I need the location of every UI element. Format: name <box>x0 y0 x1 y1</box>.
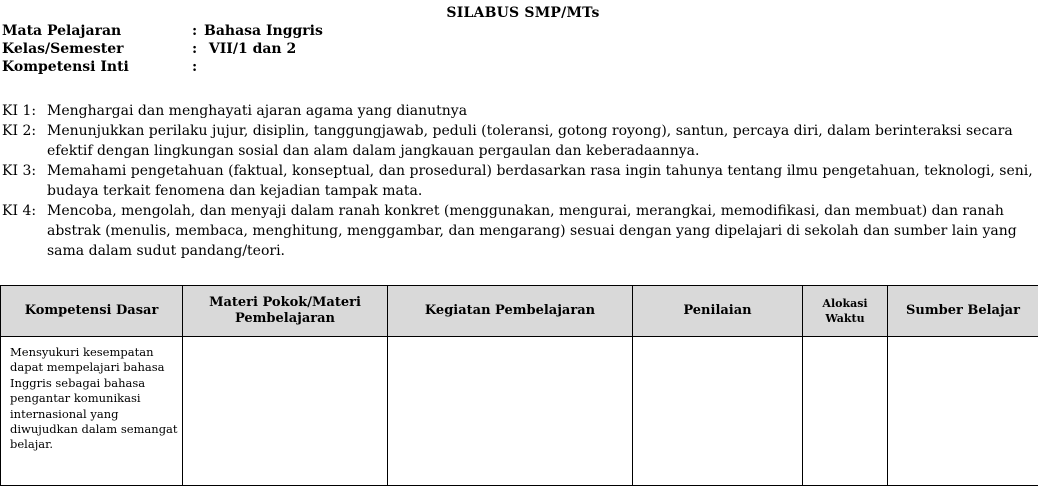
meta-label: Mata Pelajaran <box>2 22 192 40</box>
ki-number: KI 1: <box>2 101 47 121</box>
table-row <box>1 337 1038 486</box>
header-kompetensi-dasar: Kompetensi Dasar <box>1 286 183 337</box>
ki-list <box>2 101 1036 261</box>
header-penilaian: Penilaian <box>633 286 803 337</box>
ki-item <box>2 121 1036 161</box>
ki-number: KI 4: <box>2 201 47 261</box>
ki-item <box>2 101 1036 121</box>
meta-colon: : <box>192 40 204 58</box>
ki-item <box>2 161 1036 201</box>
meta-row-ki <box>2 58 323 76</box>
meta-label: Kelas/Semester <box>2 40 192 58</box>
meta-block <box>2 22 323 76</box>
table-cell <box>633 337 803 486</box>
header-alokasi-waktu: Alokasi Waktu <box>803 286 888 337</box>
meta-value: VII/1 dan 2 <box>204 40 296 58</box>
table-cell <box>803 337 888 486</box>
meta-label: Kompetensi Inti <box>2 58 192 76</box>
table-header-row <box>1 286 1038 337</box>
header-kegiatan-pembelajaran: Kegiatan Pembelajaran <box>388 286 633 337</box>
ki-number: KI 3: <box>2 161 47 201</box>
header-sumber-belajar: Sumber Belajar <box>888 286 1038 337</box>
ki-number: KI 2: <box>2 121 47 161</box>
table-cell <box>183 337 388 486</box>
silabus-table <box>0 285 1038 486</box>
ki-text: Menunjukkan perilaku jujur, disiplin, tanggungjawab, peduli (toleransi, gotong royong), santun, percaya diri, dalam berinteraksi secara efektif dengan lingkungan sosial dan alam dalam jangkauan pergaulan dan keberadaannya. <box>47 121 1036 161</box>
document-title: SILABUS SMP/MTs <box>0 5 1038 21</box>
table-cell <box>388 337 633 486</box>
header-materi-pokok: Materi Pokok/Materi Pembelajaran <box>183 286 388 337</box>
table-cell: Mensyukuri kesempatan dapat mempelajari bahasa Inggris sebagai bahasa pengantar komunikasi internasional yang diwujudkan dalam semangat belajar. <box>1 337 183 486</box>
table-cell <box>888 337 1038 486</box>
meta-row-class <box>2 40 323 58</box>
meta-colon: : <box>192 58 204 76</box>
meta-colon: : <box>192 22 204 40</box>
ki-item <box>2 201 1036 261</box>
meta-row-subject <box>2 22 323 40</box>
ki-text: Mencoba, mengolah, dan menyaji dalam ranah konkret (menggunakan, mengurai, merangkai, memodifikasi, dan membuat) dan ranah abstrak (menulis, membaca, menghitung, menggambar, dan mengarang) sesuai dengan yang dipelajari di sekolah dan sumber lain yang sama dalam sudut pandang/teori. <box>47 201 1036 261</box>
ki-text: Menghargai dan menghayati ajaran agama yang dianutnya <box>47 101 1036 121</box>
ki-text: Memahami pengetahuan (faktual, konseptual, dan prosedural) berdasarkan rasa ingin tahunya tentang ilmu pengetahuan, teknologi, seni, budaya terkait fenomena dan kejadian tampak mata. <box>47 161 1036 201</box>
meta-value: Bahasa Inggris <box>204 22 323 40</box>
